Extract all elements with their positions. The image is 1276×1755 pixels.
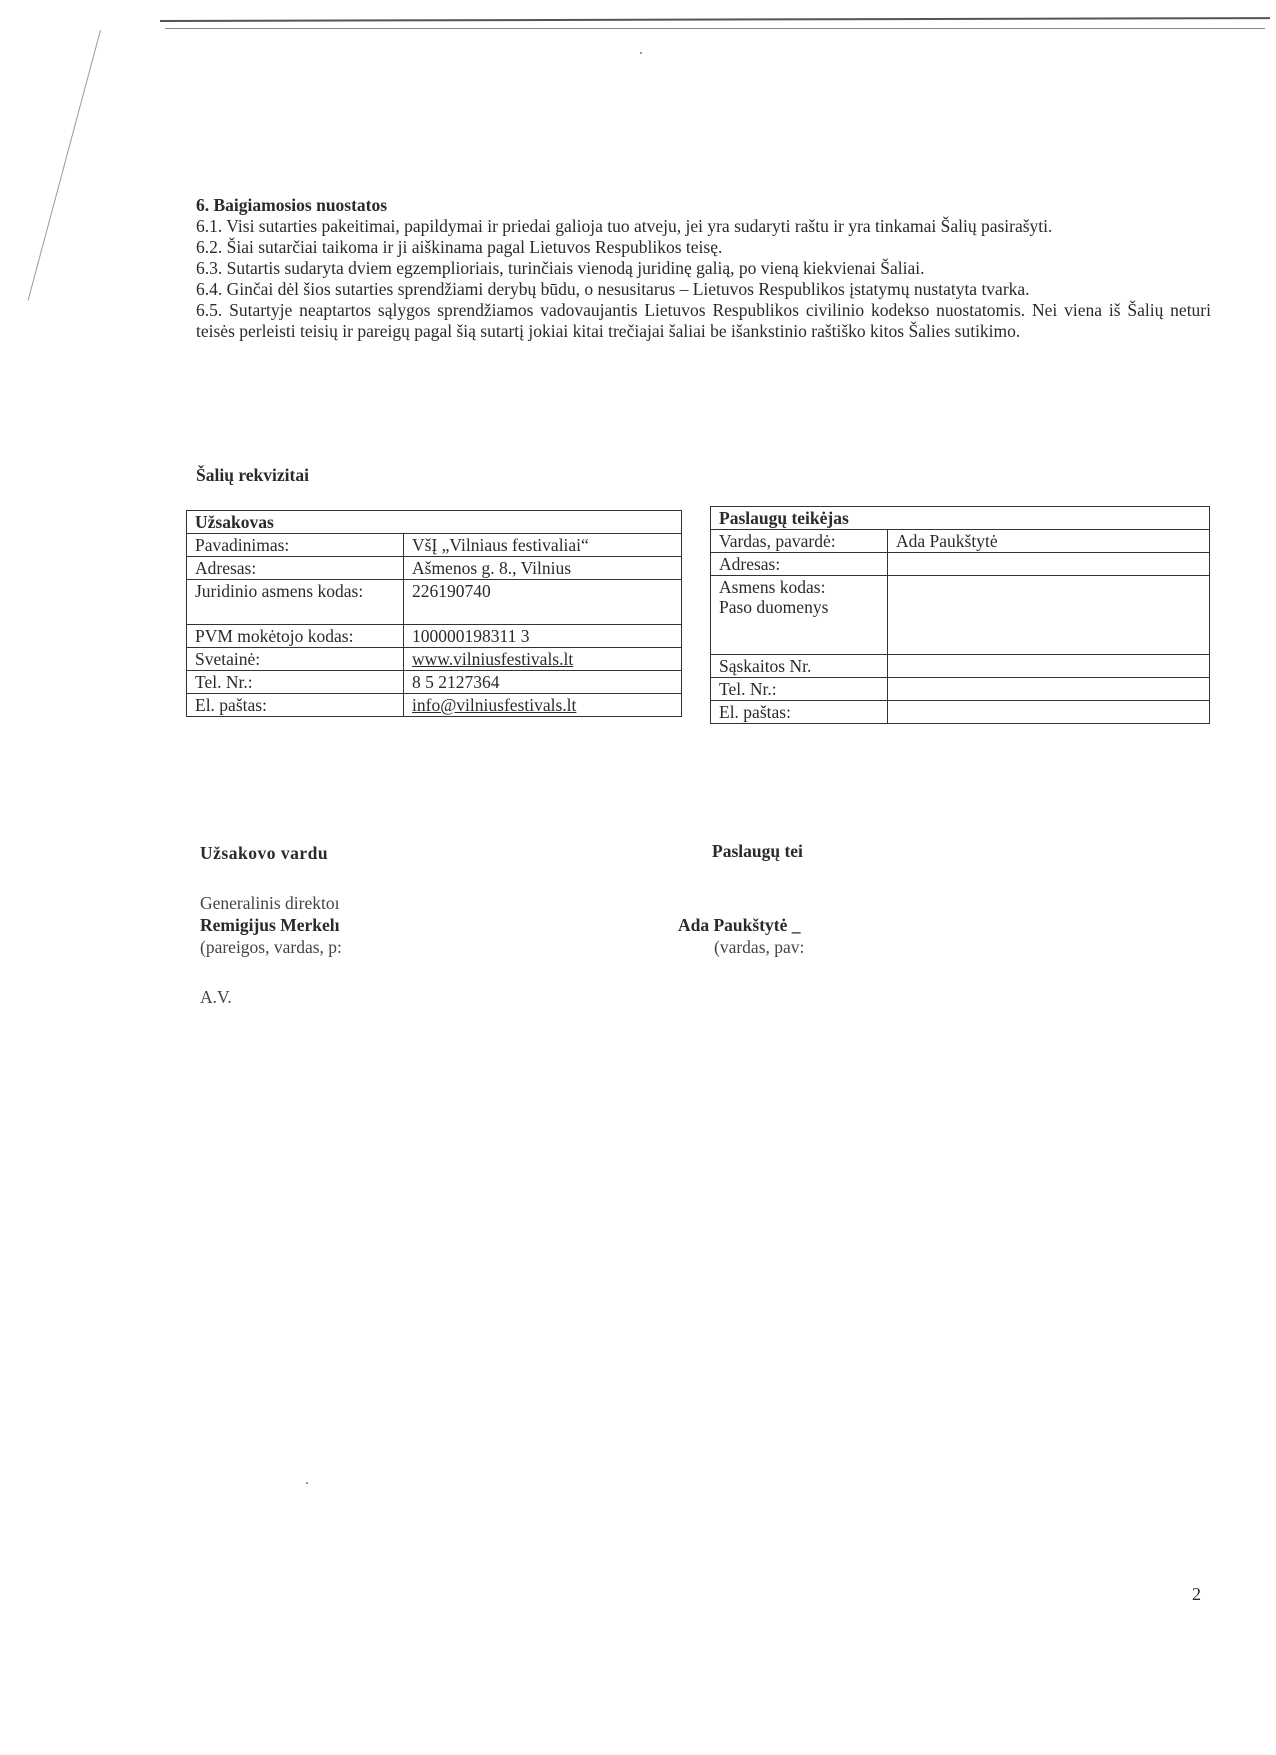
stamp-placeholder: A.V.	[200, 987, 232, 1007]
row-label: PVM mokėtojo kodas:	[187, 625, 404, 648]
scan-speck	[306, 1482, 308, 1484]
provider-signer-name: Ada Paukštytė _	[678, 915, 801, 935]
scan-edge-top	[160, 17, 1270, 22]
provider-signature-hint: (vardas, pav:	[714, 937, 805, 957]
row-label: Vardas, pavardė:	[711, 530, 888, 553]
table-row	[187, 671, 682, 694]
client-signer-name: Remigijus Merkelı	[200, 915, 340, 935]
provider-requisites-table	[710, 506, 1210, 724]
page-number: 2	[1192, 1584, 1201, 1604]
table-row	[711, 553, 1210, 576]
client-signature-hint: (pareigos, vardas, p:	[200, 937, 342, 957]
table-row	[187, 648, 682, 671]
row-label: Sąskaitos Nr.	[711, 655, 888, 678]
paragraph-6-4: 6.4. Ginčai dėl šios sutarties sprendžiami derybų būdu, o nesusitarus – Lietuvos Respublikos įstatymų nustatyta tvarka.	[196, 279, 1030, 299]
row-value: Ada Paukštytė	[888, 530, 1210, 553]
table-row	[711, 530, 1210, 553]
row-value	[888, 701, 1210, 724]
paragraph-6-1: 6.1. Visi sutarties pakeitimai, papildymai ir priedai galioja tuo atveju, jei yra sudaryti raštu ir yra tinkamai Šalių pasirašyti.	[196, 216, 1053, 236]
row-label: Adresas:	[187, 557, 404, 580]
client-signature-heading: Užsakovo vardu	[200, 843, 329, 863]
client-header: Užsakovas	[187, 511, 682, 534]
row-label: Tel. Nr.:	[711, 678, 888, 701]
row-value: VšĮ „Vilniaus festivaliai“	[404, 534, 682, 557]
row-label: Svetainė:	[187, 648, 404, 671]
row-label: Juridinio asmens kodas:	[187, 580, 404, 625]
row-value	[888, 553, 1210, 576]
provider-header: Paslaugų teikėjas	[711, 507, 1210, 530]
row-label: Pavadinimas:	[187, 534, 404, 557]
row-label: Adresas:	[711, 553, 888, 576]
website-link[interactable]: www.vilniusfestivals.lt	[404, 648, 682, 671]
final-provisions-section	[196, 195, 1211, 342]
paragraph-6-2: 6.2. Šiai sutarčiai taikoma ir ji aiškinama pagal Lietuvos Respublikos teisę.	[196, 237, 723, 257]
table-row	[711, 655, 1210, 678]
paragraph-6-3: 6.3. Sutartis sudaryta dviem egzemplioriais, turinčiais vienodą juridinę galią, po vieną kiekvienai Šaliai.	[196, 258, 925, 278]
row-value: 100000198311 3	[404, 625, 682, 648]
scan-edge-left	[28, 30, 101, 301]
client-requisites-table	[186, 510, 682, 717]
section-title: 6. Baigiamosios nuostatos	[196, 195, 388, 215]
requisites-title: Šalių rekvizitai	[196, 465, 309, 485]
provider-signature-heading-block	[712, 840, 803, 862]
client-signer-role: Generalinis direktoı	[200, 893, 340, 913]
table-row	[187, 625, 682, 648]
row-label: Tel. Nr.:	[187, 671, 404, 694]
scan-edge-line	[165, 28, 1265, 29]
provider-signature-block	[678, 914, 804, 958]
provider-signature-heading: Paslaugų tei	[712, 841, 803, 861]
row-value	[888, 576, 1210, 655]
table-row	[187, 511, 682, 534]
email-link[interactable]: info@vilniusfestivals.lt	[404, 694, 682, 717]
row-label: El. paštas:	[187, 694, 404, 717]
row-label: El. paštas:	[711, 701, 888, 724]
scan-speck	[640, 52, 642, 54]
client-signature-block	[200, 842, 342, 1008]
table-row	[711, 576, 1210, 655]
row-value: Ašmenos g. 8., Vilnius	[404, 557, 682, 580]
table-row	[711, 701, 1210, 724]
table-row	[711, 507, 1210, 530]
table-row	[187, 580, 682, 625]
table-row	[187, 694, 682, 717]
row-value: 8 5 2127364	[404, 671, 682, 694]
table-row	[711, 678, 1210, 701]
paragraph-6-5: 6.5. Sutartyje neaptartos sąlygos sprendžiamos vadovaujantis Lietuvos Respublikos civilinio kodekso nuostatomis. Nei viena iš Šalių neturi teisės perleisti teisių ir pareigų pagal šią sutartį jokiai kitai trečiajai šaliai be išankstinio raštiško kitos Šalies sutikimo.	[196, 300, 1211, 341]
table-row	[187, 534, 682, 557]
row-value	[888, 655, 1210, 678]
row-value	[888, 678, 1210, 701]
row-label: Asmens kodas: Paso duomenys	[711, 576, 888, 655]
row-value: 226190740	[404, 580, 682, 625]
table-row	[187, 557, 682, 580]
